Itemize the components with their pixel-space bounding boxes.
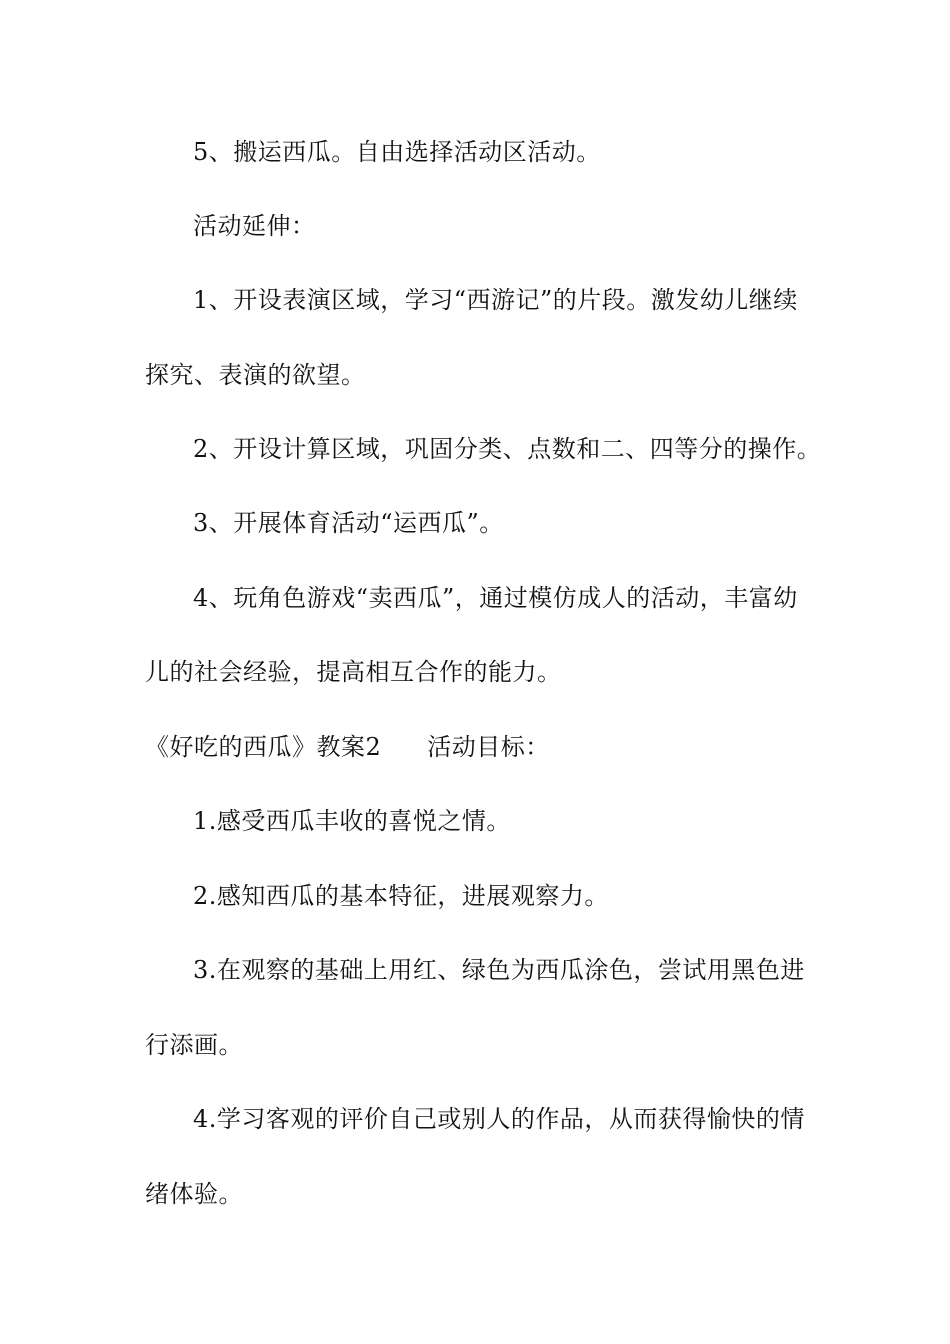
- paragraph-extension-3: 3、开展体育活动“运西瓜”。: [193, 509, 504, 537]
- paragraph-step-5: 5、搬运西瓜。自由选择活动区活动。: [193, 138, 601, 166]
- lesson-plan-heading: [145, 732, 550, 762]
- paragraph-extension-1: 1、开设表演区域，学习“西游记”的片段。激发幼儿继续: [193, 286, 798, 314]
- lesson-plan-title: 《好吃的西瓜》教案2: [145, 733, 382, 761]
- paragraph-extension-1-cont: 探究、表演的欲望。: [145, 361, 366, 389]
- paragraph-extension-2: 2、开设计算区域，巩固分类、点数和二、四等分的操作。: [193, 435, 822, 463]
- goal-4-cont: 绪体验。: [145, 1180, 243, 1208]
- goal-4: 4.学习客观的评价自己或别人的作品，从而获得愉快的情: [193, 1105, 805, 1133]
- activity-goals-heading: 活动目标：: [427, 733, 550, 761]
- goal-2: 2.感知西瓜的基本特征，进展观察力。: [193, 882, 609, 910]
- goal-3-cont: 行添画。: [145, 1031, 243, 1059]
- goal-3: 3.在观察的基础上用红、绿色为西瓜涂色，尝试用黑色进: [193, 956, 805, 984]
- goal-1: 1.感受西瓜丰收的喜悦之情。: [193, 807, 511, 835]
- heading-activity-extension: 活动延伸：: [193, 212, 316, 240]
- paragraph-extension-4: 4、玩角色游戏“卖西瓜”，通过模仿成人的活动，丰富幼: [193, 584, 798, 612]
- paragraph-extension-4-cont: 儿的社会经验，提高相互合作的能力。: [145, 658, 562, 686]
